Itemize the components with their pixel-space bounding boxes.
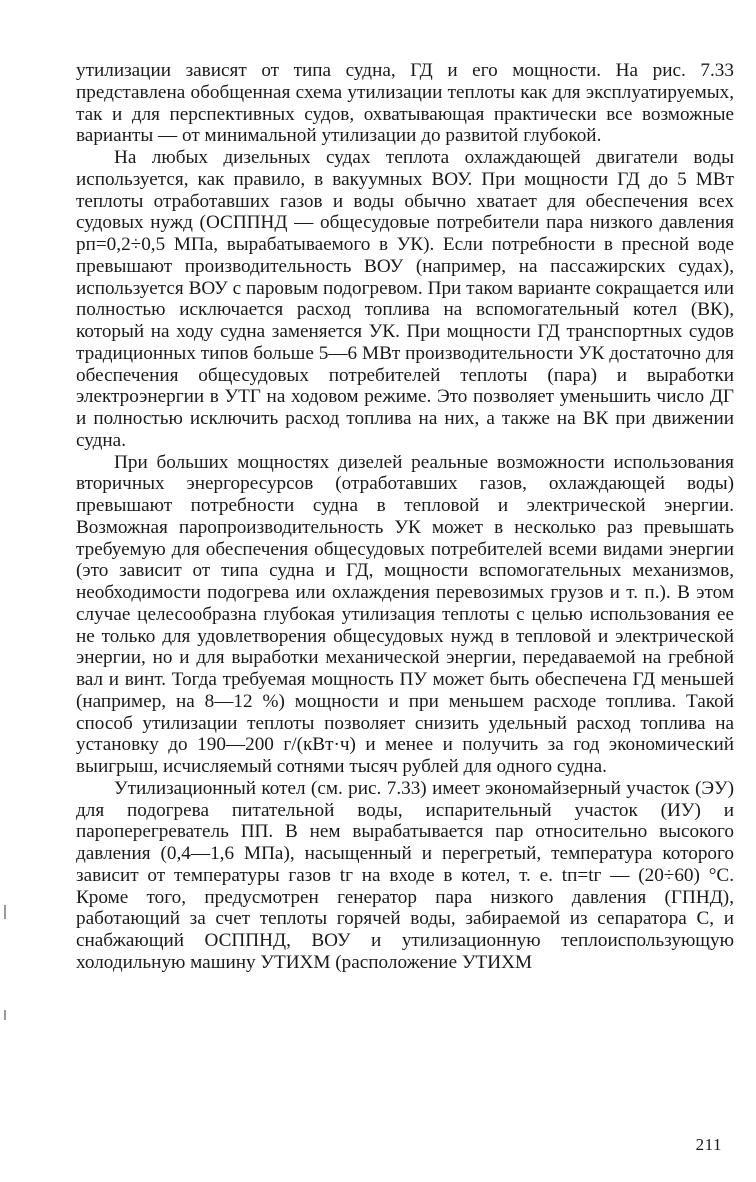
paragraph-1: утилизации зависят от типа судна, ГД и его мощности. На рис. 7.33 представлена обобщенная схема утилизации теплоты как для эксплуатируемых, так и для перспективных судов, охватывающая практически все возможные варианты — от минимальной утилизации до развитой глубокой. <box>76 60 734 147</box>
body-text <box>76 60 734 974</box>
paragraph-3: При больших мощностях дизелей реальные возможности использования вторичных энергоресурсов (отработавших газов, охлаждающей воды) превышают потребности судна в тепловой и электрической энергии. Возможная паропроизводительность УК может в несколько раз превышать требуемую для обеспечения общесудовых потребителей всеми видами энергии (это зависит от типа судна и ГД, мощности вспомогательных механизмов, необходимости подогрева или охлаждения перевозимых грузов и т. п.). В этом случае целесообразна глубокая утилизация теплоты с целью использования ее не только для удовлетворения общесудовых нужд в тепловой и электрической энергии, но и для выработки механической энергии, передаваемой на гребной вал и винт. Тогда требуемая мощность ПУ может быть обеспечена ГД меньшей (например, на 8—12 %) мощности и при меньшем расходе топлива. Такой способ утилизации теплоты позволяет снизить удельный расход топлива на установку до 190—200 г/(кВт·ч) и менее и получить за год экономический выигрыш, исчисляемый сотнями тысяч рублей для одного судна. <box>76 451 734 777</box>
paragraph-2: На любых дизельных судах теплота охлаждающей двигатели воды используется, как правило, в вакуумных ВОУ. При мощности ГД до 5 МВт теплоты отработавших газов и воды обычно хватает для обеспечения всех судовых нужд (ОСППНД — общесудовые потребители пара низкого давления pп=0,2÷0,5 МПа, вырабатываемого в УК). Если потребности в пресной воде превышают производительность ВОУ (например, на пассажирских судах), используется ВОУ с паровым подогревом. При таком варианте сокращается или полностью исключается расход топлива на вспомогательный котел (ВК), который на ходу судна заменяется УК. При мощности ГД транспортных судов традиционных типов больше 5—6 МВт производительности УК достаточно для обеспечения общесудовых потребителей теплоты (пара) и выработки электроэнергии в УТГ на ходовом режиме. Это позволяет уменьшить число ДГ и полностью исключить расход топлива на них, а также на ВК при движении судна. <box>76 147 734 451</box>
scan-margin-mark <box>4 905 6 919</box>
paragraph-4: Утилизационный котел (см. рис. 7.33) имеет экономайзерный участок (ЭУ) для подогрева питательной воды, испарительный участок (ИУ) и пароперегреватель ПП. В нем вырабатывается пар относительно высокого давления (0,4—1,6 МПа), насыщенный и перегретый, температура которого зависит от температуры газов tг на входе в котел, т. е. tп=tг — (20÷60) °С. Кроме того, предусмотрен генератор пара низкого давления (ГПНД), работающий за счет теплоты горячей воды, забираемой из сепаратора С, и снабжающий ОСППНД, ВОУ и утилизационную теплоиспользующую холодильную машину УТИХМ (расположение УТИХМ <box>76 777 734 973</box>
scan-margin-mark <box>4 1010 6 1020</box>
page-number: 211 <box>695 1135 722 1154</box>
